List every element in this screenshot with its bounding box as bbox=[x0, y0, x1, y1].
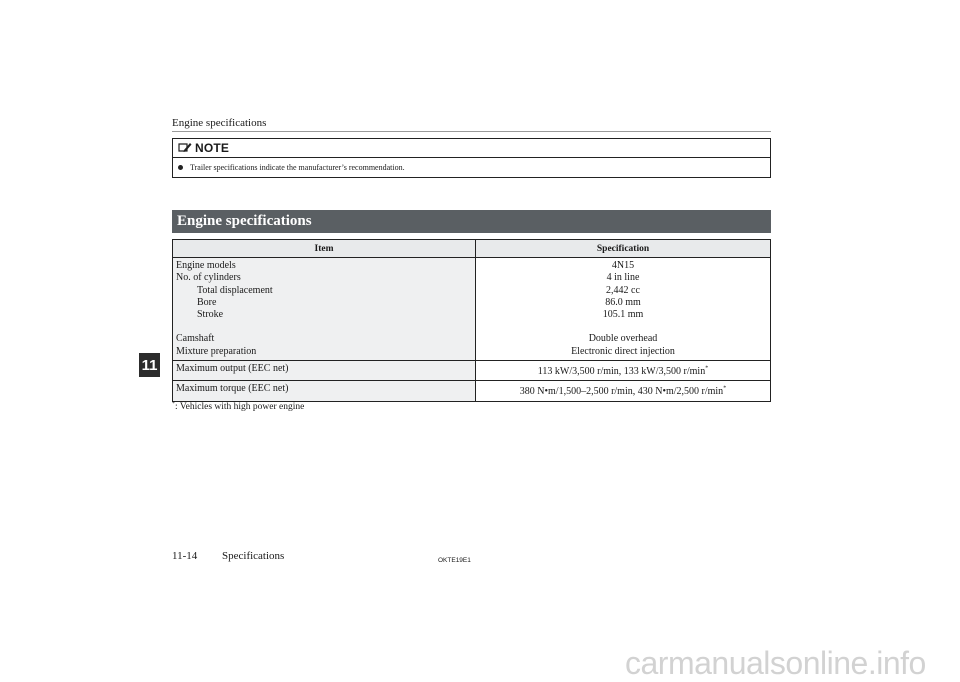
chapter-tab: 11 bbox=[139, 353, 160, 377]
engine-spec-table bbox=[172, 239, 771, 402]
note-label: NOTE bbox=[195, 141, 230, 155]
value-bore: 86.0 mm bbox=[605, 296, 641, 308]
item-max-output: Maximum output (EEC net) bbox=[173, 361, 476, 381]
note-box bbox=[172, 138, 771, 178]
value-max-torque: 380 N•m/1,500–2,500 r/min, 430 N•m/2,500 r/min bbox=[519, 386, 724, 398]
value-mixture: Electronic direct injection bbox=[571, 345, 675, 357]
running-header: Engine specifications bbox=[172, 117, 267, 129]
document-code: OKTE19E1 bbox=[438, 557, 471, 564]
item-mixture: Mixture preparation bbox=[176, 345, 257, 357]
value-stroke: 105.1 mm bbox=[602, 309, 644, 321]
value-cylinders: 4 in line bbox=[606, 272, 640, 284]
chapter-name: Specifications bbox=[222, 550, 285, 562]
footnote-text: : Vehicles with high power engine bbox=[175, 402, 305, 412]
item-max-torque: Maximum torque (EEC net) bbox=[173, 381, 476, 401]
item-cell bbox=[173, 258, 476, 361]
value-max-output: 113 kW/3,500 r/min, 133 kW/3,500 r/min bbox=[537, 366, 706, 378]
item-camshaft: Camshaft bbox=[176, 333, 215, 345]
table-row bbox=[173, 258, 771, 361]
table-header-row bbox=[173, 240, 771, 258]
footnote bbox=[172, 402, 304, 412]
table-row bbox=[173, 361, 771, 381]
table-row bbox=[173, 381, 771, 401]
page-number: 11-14 bbox=[172, 550, 198, 562]
footnote-marker: * bbox=[723, 386, 727, 393]
item-displacement: Total displacement bbox=[197, 284, 273, 296]
item-engine-models: Engine models bbox=[176, 260, 236, 271]
spacer bbox=[479, 321, 767, 333]
column-header-item: Item bbox=[173, 240, 476, 258]
value-engine-models: 4N15 bbox=[611, 260, 635, 271]
note-item bbox=[173, 158, 770, 177]
footnote-mark: * bbox=[172, 400, 175, 407]
value-max-torque-cell bbox=[476, 381, 771, 401]
watermark: carmanualsonline.info bbox=[625, 645, 926, 681]
spec-cell bbox=[476, 258, 771, 361]
note-item-text: Trailer specifications indicate the manufacturer’s recommendation. bbox=[190, 163, 405, 172]
column-header-spec: Specification bbox=[476, 240, 771, 258]
item-stroke: Stroke bbox=[197, 309, 224, 321]
item-bore: Bore bbox=[197, 296, 217, 308]
value-camshaft: Double overhead bbox=[588, 333, 658, 345]
value-max-output-cell bbox=[476, 361, 771, 381]
item-cylinders: No. of cylinders bbox=[176, 272, 241, 284]
spacer bbox=[176, 321, 472, 333]
note-header bbox=[173, 139, 770, 158]
note-pencil-icon bbox=[178, 141, 192, 155]
bullet-icon bbox=[178, 165, 183, 170]
value-displacement: 2,442 cc bbox=[606, 284, 640, 296]
header-rule bbox=[172, 131, 771, 132]
section-title: Engine specifications bbox=[172, 210, 771, 233]
footnote-marker: * bbox=[705, 365, 709, 372]
